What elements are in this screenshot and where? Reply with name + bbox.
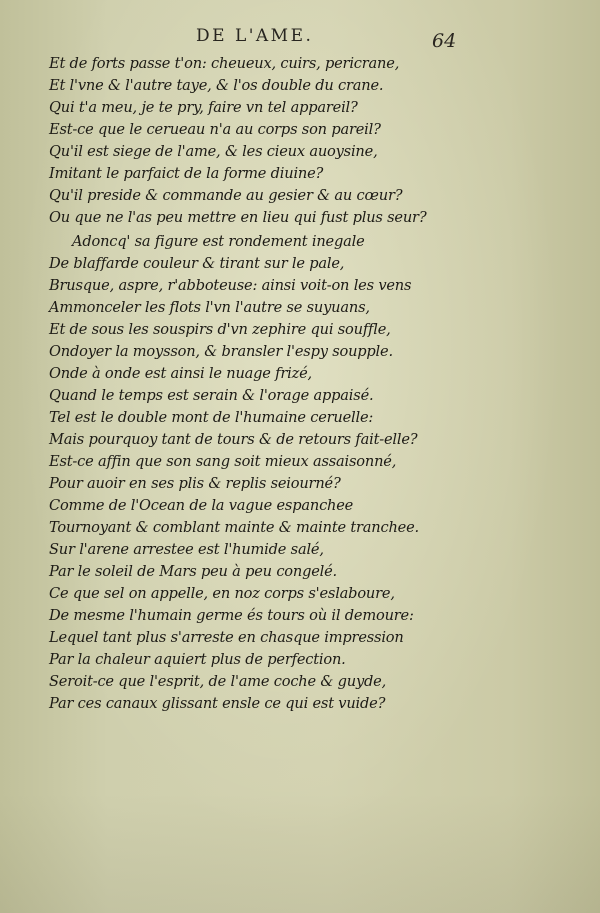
verse-line: Seroit-ce que l'esprit, de l'ame coche & guyde, [49, 673, 387, 690]
verse-line: Et de sous les souspirs d'vn zephire qui souffle, [49, 321, 391, 338]
verse-line: Comme de l'Ocean de la vague espanchee [49, 497, 354, 514]
verse-line: Quand le temps est serain & l'orage appaisé. [49, 387, 374, 404]
verse-line: Ou que ne l'as peu mettre en lieu qui fust plus seur? [49, 209, 427, 226]
verse-line: De mesme l'humain germe és tours où il demoure: [49, 607, 414, 624]
verse-line: Tel est le double mont de l'humaine ceruelle: [49, 409, 374, 426]
verse-line: Et de forts passe t'on: cheueux, cuirs, pericrane, [49, 55, 400, 72]
verse-line: Imitant le parfaict de la forme diuine? [49, 165, 324, 182]
verse-line: Qui t'a meu, je te pry, faire vn tel appareil? [49, 99, 358, 116]
verse-line: Est-ce affin que son sang soit mieux assaisonné, [49, 453, 397, 470]
verse-line: Pour auoir en ses plis & replis seiourné? [49, 475, 341, 492]
verse-line: Brusque, aspre, r'abboteuse: ainsi voit-on les vens [49, 277, 412, 294]
verse-line: Et l'vne & l'autre taye, & l'os double du crane. [49, 77, 384, 94]
verse-line: Par le soleil de Mars peu à peu congelé. [49, 563, 337, 580]
verse-line: Par la chaleur aquiert plus de perfection. [49, 651, 346, 668]
page-number: 64 [432, 30, 457, 52]
verse-line: Lequel tant plus s'arreste en chasque impression [49, 629, 404, 646]
verse-line: Adoncq' sa figure est rondement inegale [72, 233, 365, 250]
running-title: DE L'AME. [196, 26, 314, 46]
verse-line: Par ces canaux glissant ensle ce qui est vuide? [49, 695, 386, 712]
verse-line: Est-ce que le cerueau n'a au corps son pareil? [49, 121, 381, 138]
verse-line: Mais pourquoy tant de tours & de retours fait-elle? [49, 431, 418, 448]
verse-line: Onde à onde est ainsi le nuage frizé, [49, 365, 312, 382]
verse-line: Qu'il est siege de l'ame, & les cieux auoysine, [49, 143, 378, 160]
verse-line: Ce que sel on appelle, en noz corps s'eslaboure, [49, 585, 395, 602]
verse-line: Qu'il preside & commande au gesier & au cœur? [49, 187, 403, 204]
verse-line: Ammonceler les flots l'vn l'autre se suyuans, [49, 299, 370, 316]
verse-line: Tournoyant & comblant mainte & mainte tranchee. [49, 519, 419, 536]
verse-line: Ondoyer la moysson, & bransler l'espy soupple. [49, 343, 393, 360]
verse-line: Sur l'arene arrestee est l'humide salé, [49, 541, 324, 558]
verse-line: De blaffarde couleur & tirant sur le pale, [49, 255, 345, 272]
